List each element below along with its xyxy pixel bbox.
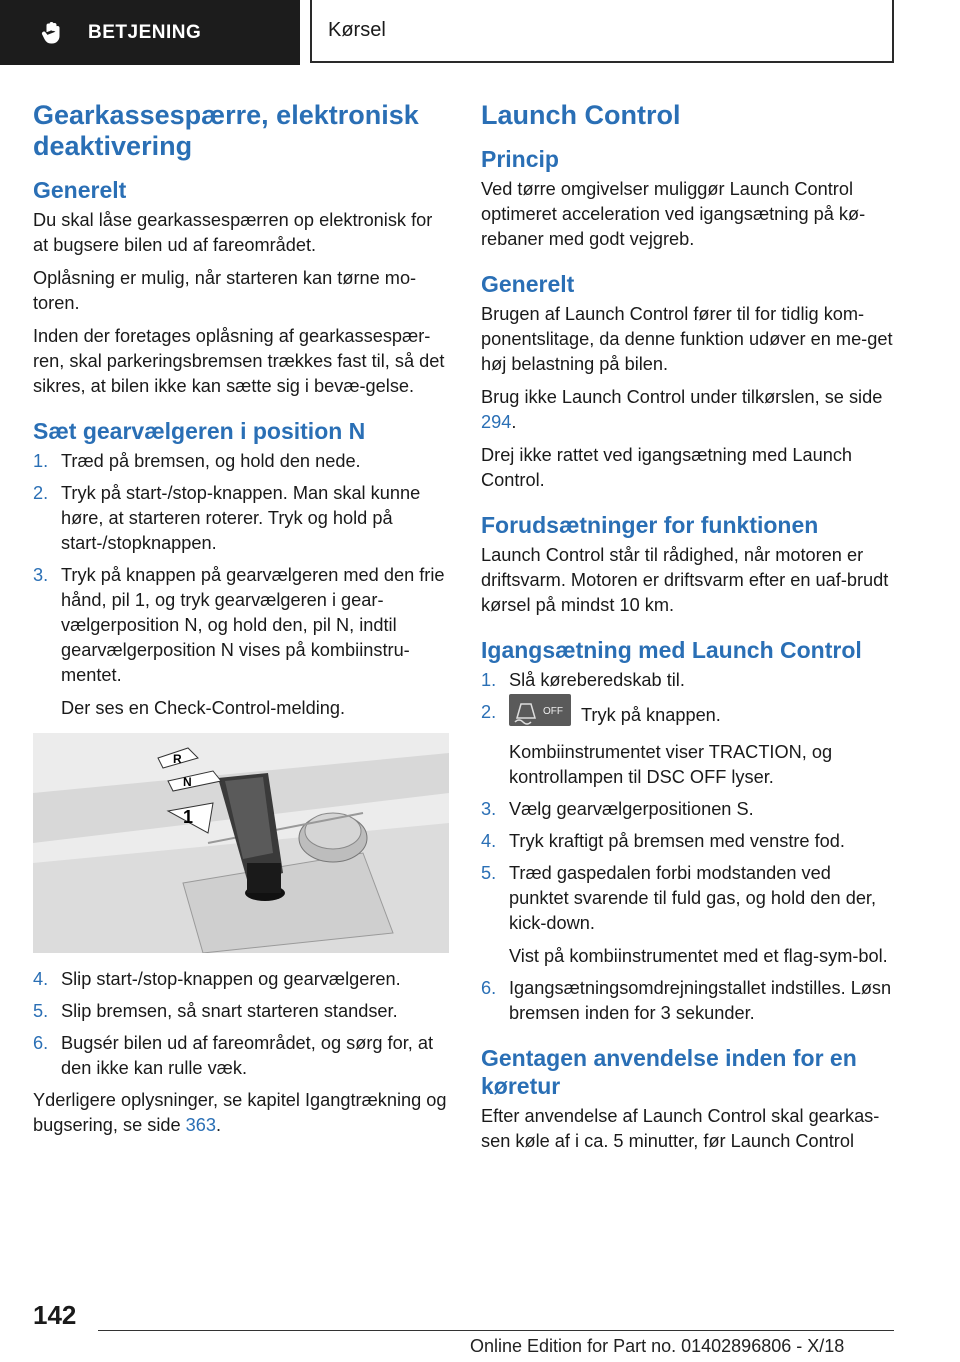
heading-gentagen: Gentagen anvendelse inden for en køretur [481,1045,857,1099]
step-number: 1. [33,451,49,471]
list-item [481,861,895,969]
section-label: BETJENING [88,21,202,43]
paragraph: Du skal låse gearkassespærren op elektronisk for at bugsere bilen ud af fareområdet. [33,210,433,255]
heading-princip: Princip [481,146,559,172]
step-number: 3. [481,799,497,819]
list-item [33,1031,449,1081]
list-item [481,829,895,854]
paragraph: Inden der foretages oplåsning af gearkassespær-ren, skal parkeringsbremsen trækkes fast til, så det sikres, at bilen ikke kan sætte sig i bevæ-gelse. [33,326,445,396]
heading-generelt: Generelt [481,271,575,297]
step-number: 6. [481,978,497,998]
step-number: 2. [481,702,497,722]
paragraph-end: . [511,412,517,432]
step-text: Træd på bremsen, og hold den nede. [61,451,361,471]
page-link-363[interactable]: 363 [185,1115,217,1135]
arrow-label-n: N [183,775,192,789]
page-number: 142 [33,1300,77,1330]
heading-forudsaetninger: Forudsætninger for funktionen [481,512,819,538]
section-tab [0,0,300,65]
step-text: Igangsætningsomdrejningstallet indstilles. Løsn bremsen inden for 3 sekunder. [509,978,892,1023]
dsc-off-button-icon [509,694,571,726]
step-text: Slå køreberedskab til. [509,670,685,690]
step-text: Tryk kraftigt på bremsen med venstre fod. [509,831,845,851]
step-text: Bugsér bilen ud af fareområdet, og sørg for, at den ikke kan rulle væk. [61,1033,434,1078]
chapter-tab [310,0,894,63]
step-number: 5. [33,1001,49,1021]
list-item [33,481,449,556]
arrow-label-one: 1 [183,807,194,827]
step-number: 1. [481,670,497,690]
step-text: Slip start-/stop-knappen og gearvælgeren. [61,969,401,989]
list-item [33,967,449,992]
heading-position: Sæt gearvælgeren i position N [33,418,366,444]
paragraph: Efter anvendelse af Launch Control skal gearkas-sen køle af i ca. 5 minutter, før Launch Control [481,1106,880,1151]
page-link-294[interactable]: 294 [481,412,512,432]
section-title-launch: Launch Control [481,100,681,130]
step-text: Træd gaspedalen forbi modstanden ved punktet svarende til fuld gas, og hold den der, kick-down. [509,863,877,933]
paragraph: Ved tørre omgivelser muliggør Launch Control optimeret acceleration ved igangsætning på kø-rebaner med godt vejgreb. [481,179,866,249]
step-text: Tryk på start-/stop-knappen. Man skal kunne høre, at starteren roterer. Tryk og hold på start-/stopknappen. [61,483,421,553]
arrow-label-r: R [173,752,182,766]
list-item [481,700,895,790]
step-number: 2. [33,483,49,503]
left-column [33,100,449,1146]
paragraph: Brugen af Launch Control fører til for tidlig kom-ponentslitage, da denne funktion udøver en me-get høj belastning på bilen. [481,304,893,374]
step-note: Kombiinstrumentet viser TRACTION, og kontrollampen til DSC OFF lyser. [509,742,833,787]
list-item [33,999,449,1024]
list-item [481,976,895,1026]
paragraph-more-info [33,1088,449,1138]
dsc-off-drawing [509,694,571,726]
launch-steps-list [481,668,895,1026]
step-text: Tryk på knappen. [581,704,721,725]
paragraph-text: Brug ikke Launch Control under tilkørslen, se side [481,387,883,407]
step-number: 6. [33,1033,49,1053]
gear-selector-drawing [33,733,449,953]
list-item [481,797,895,822]
right-column [481,100,895,1162]
more-info-text: Yderligere oplysninger, se kapitel Igangtrækning og bugsering, se side [33,1090,447,1135]
step-number: 4. [481,831,497,851]
step-number: 4. [33,969,49,989]
step-note: Vist på kombiinstrumentet med et flag-sym-bol. [509,946,888,966]
section-title: Gearkassespærre, elektronisk deaktivering [33,100,419,161]
steps-list-continued [33,967,449,1081]
list-item [33,449,449,474]
step-number: 5. [481,863,497,883]
heading-igangsaetning: Igangsætning med Launch Control [481,637,862,663]
step-number: 3. [33,565,49,585]
footer-divider [98,1330,894,1331]
paragraph: Oplåsning er mulig, når starteren kan tørne mo-toren. [33,268,417,313]
more-info-end: . [216,1115,222,1135]
steps-list [33,449,449,721]
dsc-off-label: OFF [543,706,563,717]
list-item [481,668,895,693]
step-text: Tryk på knappen på gearvælgeren med den frie hånd, pil 1, og tryk gearvælgeren i gear-vælgerposition N, og hold den, pil N, indtil gearvælgerposition N vises på kombiinstru-mentet. [61,565,445,685]
step-text: Vælg gearvælgerpositionen S. [509,799,754,819]
step-note: Der ses en Check-Control-melding. [61,698,346,718]
paragraph: Launch Control står til rådighed, når motoren er driftsvarm. Motoren er driftsvarm efter en uaf-brudt kørsel på mindst 10 km. [481,545,889,615]
gear-selector-illustration [33,733,449,953]
edition-text: Online Edition for Part no. 01402896806 - X/18 [470,1336,845,1356]
paragraph: Drej ikke rattet ved igangsætning med Launch Control. [481,445,853,490]
heading-generelt: Generelt [33,177,127,203]
hand-icon [40,21,64,45]
step-text: Slip bremsen, så snart starteren standser. [61,1001,398,1021]
paragraph [481,385,895,435]
chapter-label: Kørsel [328,19,386,41]
list-item [33,563,449,721]
